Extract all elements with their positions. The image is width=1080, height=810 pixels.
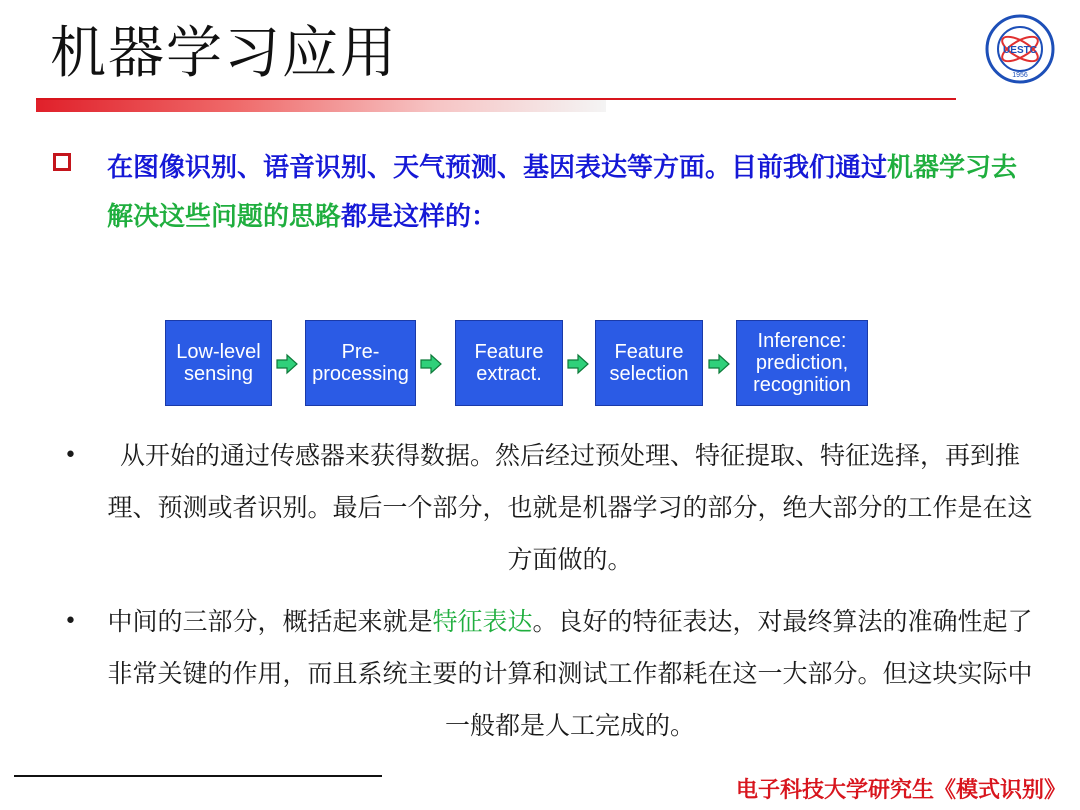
intro-text-1: 在图像识别、语音识别、天气预测、基因表达等方面。目前我们通过: [107, 153, 888, 183]
arrow-right-icon: [567, 353, 589, 375]
bullet-text-2a: 中间的三部分，概括起来就是: [107, 607, 433, 636]
pipeline-diagram: [165, 320, 875, 408]
bullet-text-2c: 。良好的特征表达，对最终算法的准确性起了非常关键的作用，而且系统主要的计算和测试工作都耗在这一大部分。但这块实际中一般都是人工完成的。: [107, 607, 1033, 740]
intro-text-highlight: 机器学习去解决这些问题的思路: [107, 153, 1018, 232]
bullet-dot-icon: •: [64, 443, 77, 468]
slide-title: 机器学习应用: [50, 21, 398, 86]
bullet-text-2-highlight: 特征表达: [432, 607, 533, 636]
intro-text-3: 都是这样的：: [341, 202, 498, 232]
bullet-text-1: 从开始的通过传感器来获得数据。然后经过预处理、特征提取、特征选择，再到推理、预测或者识别。最后一个部分，也就是机器学习的部分，绝大部分的工作是在这方面做的。: [107, 441, 1033, 574]
footer-rule: [14, 775, 382, 777]
arrow-right-icon: [420, 353, 442, 375]
pipeline-box-feature-extract: Feature extract.: [455, 320, 563, 406]
arrow-right-icon: [276, 353, 298, 375]
intro-paragraph: [50, 144, 1050, 242]
bullet-list: [60, 430, 1040, 762]
arrow-right-icon: [708, 353, 730, 375]
checkbox-bullet-icon: [53, 153, 71, 171]
bullet-dot-icon: •: [64, 609, 77, 634]
university-logo: [985, 14, 1055, 84]
pipeline-box-preprocessing: Pre- processing: [305, 320, 416, 406]
pipeline-box-feature-selection: Feature selection: [595, 320, 703, 406]
svg-text:UESTC: UESTC: [1003, 45, 1037, 56]
title-underline: [36, 98, 956, 112]
bullet-item-2: [60, 596, 1040, 752]
pipeline-box-sensing: Low-level sensing: [165, 320, 272, 406]
footer-course-title: 电子科技大学研究生《模式识别》: [735, 777, 1066, 803]
svg-text:1956: 1956: [1012, 72, 1028, 79]
bullet-item-1: [60, 430, 1040, 586]
pipeline-box-inference: Inference: prediction, recognition: [736, 320, 868, 406]
